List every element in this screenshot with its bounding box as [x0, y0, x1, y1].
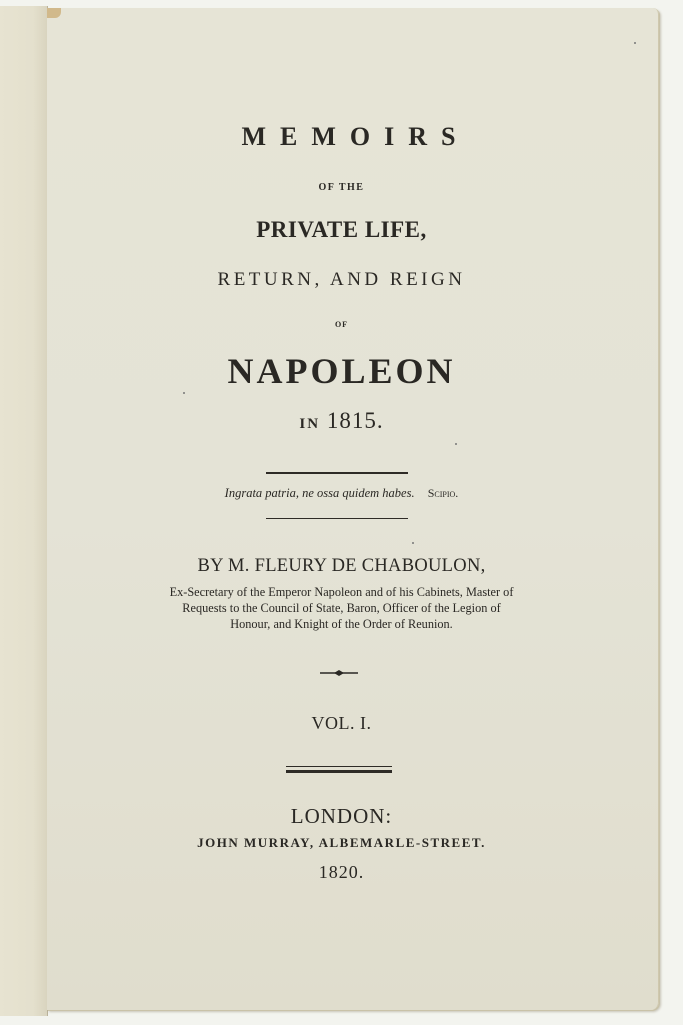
event-year: 1815.	[326, 408, 384, 433]
author-description-line: Requests to the Council of State, Baron, Officer of the Legion of	[182, 601, 501, 615]
author-description	[0, 584, 683, 632]
author-description-line: Ex-Secretary of the Emperor Napoleon and of his Cabinets, Master of	[169, 585, 514, 599]
motto-author: Scipio.	[427, 486, 459, 500]
motto	[0, 486, 683, 501]
rule-below-motto	[266, 518, 408, 519]
ornament-icon	[320, 669, 358, 677]
title-private-life: PRIVATE LIFE,	[256, 217, 427, 242]
title-subject: NAPOLEON	[227, 351, 456, 391]
double-rule-bottom	[286, 770, 392, 773]
title-page	[47, 8, 659, 1010]
author-line: BY M. FLEURY DE CHABOULON,	[197, 556, 486, 576]
title-main: MEMOIRS	[241, 122, 470, 151]
imprint-year: 1820.	[318, 862, 365, 882]
imprint-publisher: JOHN MURRAY, ALBEMARLE-STREET.	[197, 835, 486, 850]
title-return-reign: RETURN, AND REIGN	[217, 269, 466, 290]
paper-speck	[183, 392, 185, 394]
in-word: IN	[299, 416, 321, 432]
title-year-event	[0, 408, 683, 434]
paper-speck	[412, 542, 414, 544]
imprint-place: LONDON:	[290, 804, 393, 828]
page-corner-mark	[47, 8, 61, 18]
motto-text: Ingrata patria, ne ossa quidem habes.	[224, 486, 415, 500]
author-description-line: Honour, and Knight of the Order of Reunion.	[230, 617, 453, 631]
title-of-the: OF THE	[318, 182, 365, 193]
paper-speck	[455, 443, 457, 445]
paper-speck	[634, 42, 636, 44]
double-rule-top	[286, 766, 392, 767]
volume-label: VOL. I.	[311, 713, 372, 733]
rule-above-motto	[266, 472, 408, 474]
title-of: OF	[334, 320, 349, 329]
